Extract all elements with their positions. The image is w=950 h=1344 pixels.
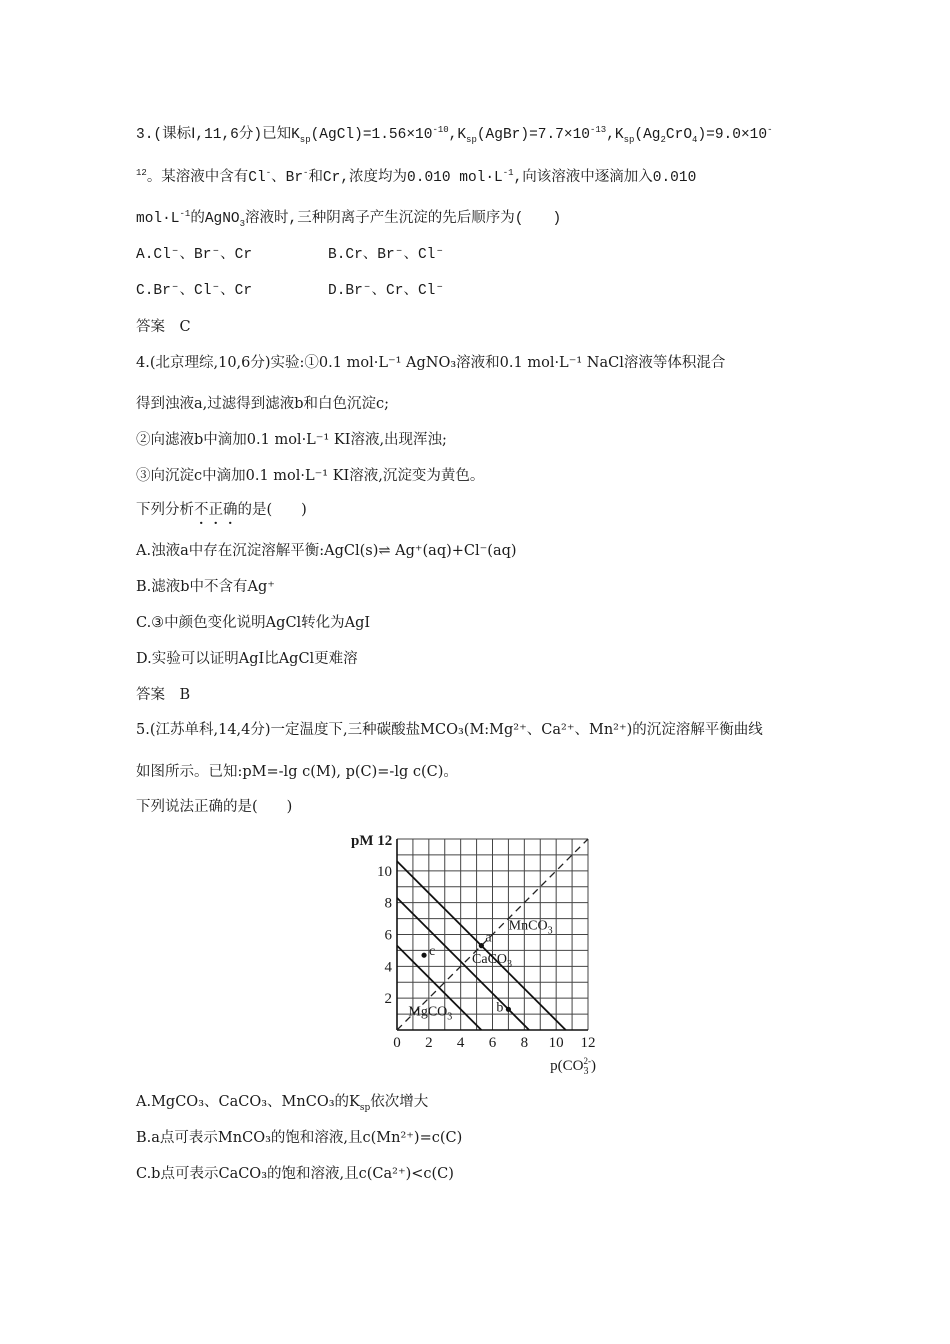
q5-line-3: 下列说法正确的是( ) bbox=[136, 799, 293, 815]
q4-line-3: ②向滤液b中滴加0.1 mol·L⁻¹ KI溶液,出现浑浊; bbox=[136, 432, 447, 448]
q5-option-a: A.MgCO₃、CaCO₃、MnCO₃的$K_{sp}$依次增大 bbox=[136, 1094, 429, 1113]
q3-line-3: $mol\cdot L^{-1}$的AgNO$_3$溶液时,三种阴离子产生沉淀的先后顺序为( ) bbox=[136, 209, 562, 229]
x-axis-label: $p(CO_32-)$ bbox=[550, 1056, 596, 1077]
q3-option-c: C.Br⁻、Cl⁻、Cr bbox=[136, 283, 253, 299]
q4-option-c: C.③中颜色变化说明AgCl转化为AgI bbox=[136, 615, 371, 631]
q4-line-1: 4.(北京理综,10,6分)实验:①0.1 mol·L⁻¹ AgNO₃溶液和0.1 mol·L⁻¹ NaCl溶液等体积混合 bbox=[136, 355, 726, 371]
q3-line-1: 3.(课标Ⅰ,11,6分)已知$K_{sp}(AgCl)=1.56\times 10^{-10},K_{sp}(AgBr)=7.7\times 10^{-13},K_{sp}(Ag_2CrO_4)=9.0\times 10^-$ bbox=[136, 125, 773, 145]
x-tick-label: 12 bbox=[580, 1035, 596, 1051]
q3-option-d: D.Br⁻、Cr、Cl⁻ bbox=[328, 283, 445, 299]
y-tick-label: 4 bbox=[384, 959, 392, 976]
q4-option-a: A.浊液a中存在沉淀溶解平衡:AgCl(s)⇌ Ag⁺(aq)+Cl⁻(aq) bbox=[136, 543, 517, 559]
q4-option-d: D.实验可以证明AgI比AgCl更难溶 bbox=[136, 651, 358, 667]
series-label-2: MnCO$_3$ bbox=[508, 918, 553, 937]
y-axis-label: pM 12 bbox=[351, 833, 393, 849]
q5-line-2: 如图所示。已知:pM=-lg c(M), p(C)=-lg c(C)。 bbox=[136, 764, 458, 780]
y-tick-label: 2 bbox=[384, 991, 392, 1008]
point-label-a: a bbox=[485, 930, 492, 946]
series-label-0: MgCO$_3$ bbox=[408, 1004, 453, 1023]
q4-answer: 答案 B bbox=[136, 687, 191, 703]
q5-option-b: B.a点可表示MnCO₃的饱和溶液,且c(Mn²⁺)=c(C) bbox=[136, 1130, 463, 1146]
point-c bbox=[421, 953, 426, 958]
q4-line-2: 得到浊液a,过滤得到滤液b和白色沉淀c; bbox=[136, 396, 390, 412]
x-tick-label: 8 bbox=[520, 1035, 529, 1051]
q3-answer: 答案 C bbox=[136, 319, 191, 335]
x-tick-label: 2 bbox=[425, 1035, 433, 1051]
q5-option-c: C.b点可表示CaCO₃的饱和溶液,且c(Ca²⁺)<c(C) bbox=[136, 1166, 454, 1182]
series-label-1: CaCO$_3$ bbox=[472, 952, 513, 971]
q4-option-b: B.滤液b中不含有Ag⁺ bbox=[136, 579, 275, 595]
q3-line-2: $^{12}$。某溶液中含有Cl-、Br-和Cr,浓度均为0.010 $mol\cdot L^{-1}$,向该溶液中逐滴加入0.010 bbox=[136, 168, 697, 186]
y-tick-label: 6 bbox=[384, 927, 392, 944]
y-tick-label: 10 bbox=[377, 863, 392, 880]
q4-line-4: ③向沉淀c中滴加0.1 mol·L⁻¹ KI溶液,沉淀变为黄色。 bbox=[136, 468, 485, 484]
point-label-b: b bbox=[496, 1000, 504, 1016]
x-tick-label: 10 bbox=[548, 1035, 564, 1051]
point-b bbox=[506, 1007, 511, 1012]
q3-option-b: B.Cr、Br⁻、Cl⁻ bbox=[328, 247, 445, 263]
solubility-chart bbox=[340, 830, 610, 1080]
x-tick-label: 0 bbox=[393, 1035, 401, 1051]
x-tick-label: 6 bbox=[488, 1035, 497, 1051]
point-a bbox=[479, 943, 484, 948]
x-tick-label: 4 bbox=[456, 1035, 465, 1051]
q4-question: 下列分析不正确的是( ) bbox=[136, 502, 307, 518]
q3-option-a: A.Cl⁻、Br⁻、Cr bbox=[136, 247, 253, 263]
y-tick-label: 8 bbox=[384, 895, 392, 912]
q5-line-1: 5.(江苏单科,14,4分)一定温度下,三种碳酸盐MCO₃(M:Mg²⁺、Ca²⁺、Mn²⁺)的沉淀溶解平衡曲线 bbox=[136, 722, 763, 738]
point-label-c: c bbox=[429, 944, 436, 960]
